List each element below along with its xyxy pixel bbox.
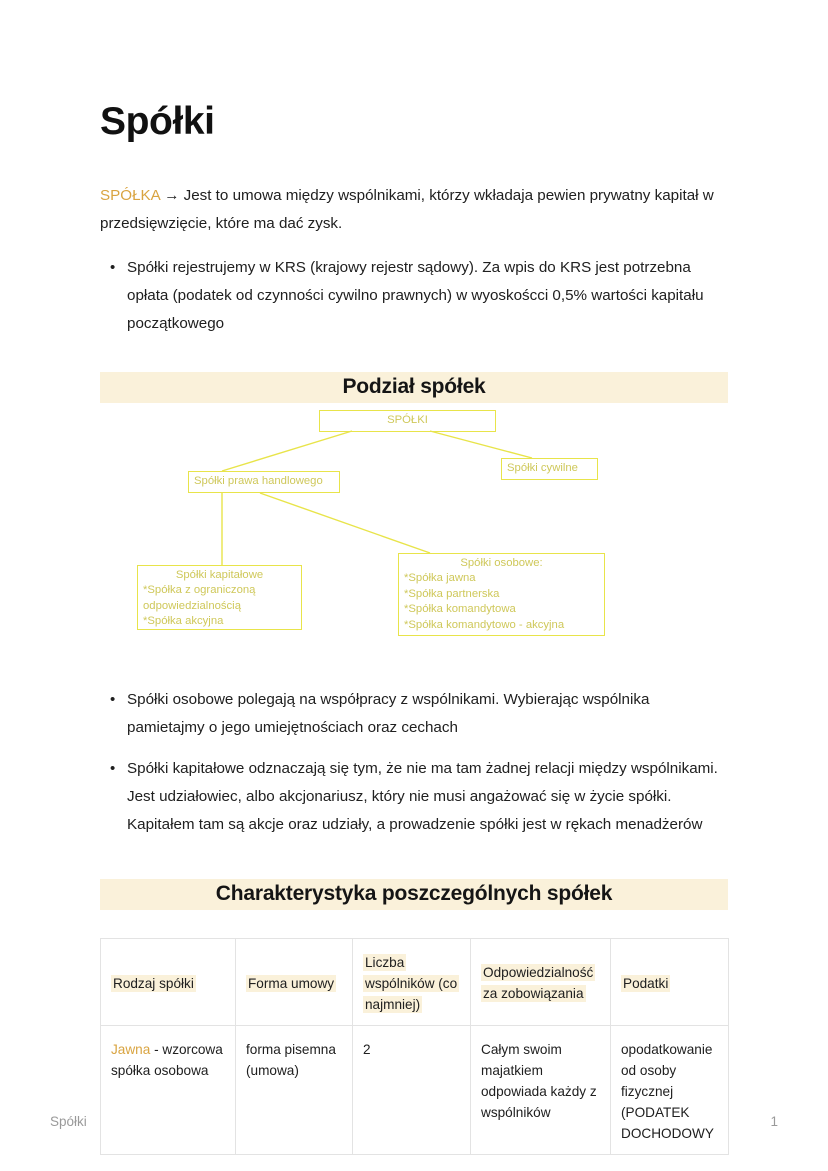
diagram-node-personal-item: *Spółka partnerska xyxy=(404,587,500,600)
table-row xyxy=(101,1025,729,1154)
section-banner-charakterystyka xyxy=(100,879,728,910)
intro-term: SPÓŁKA xyxy=(100,186,160,204)
table-header-label: Liczba wspólników (co najmniej) xyxy=(365,954,458,1012)
section-banner-label: Podział spółek xyxy=(342,375,486,399)
diagram-node-capital xyxy=(137,565,302,630)
table-cell-odpowiedzialnosc: Całym swoim majatkiem odpowiada każdy z wspólników xyxy=(471,1025,611,1154)
page-title: Spółki xyxy=(100,100,215,143)
diagram-node-personal-header: Spółki osobowe: xyxy=(460,556,543,569)
diagram-node-capital-header: Spółki kapitałowe xyxy=(175,568,264,581)
table-header-label: Forma umowy xyxy=(248,975,335,991)
page-footer xyxy=(0,1108,828,1134)
bullet-list-mid xyxy=(100,686,728,839)
table-header-label: Podatki xyxy=(623,975,669,991)
table-header-cell xyxy=(611,938,729,1025)
table-header-cell xyxy=(236,938,353,1025)
spacer xyxy=(100,910,728,938)
arrow-icon: → xyxy=(164,186,180,204)
bullet-list-top xyxy=(100,254,728,338)
intro-text: Jest to umowa między wspólnikami, którzy wkładaja pewien prywatny kapitał w przedsięwzięcie, które ma dać zysk. xyxy=(100,186,714,232)
table-cell-forma: forma pisemna (umowa) xyxy=(236,1025,353,1154)
diagram-node-root xyxy=(319,410,496,432)
table-header-cell xyxy=(471,938,611,1025)
footer-document-name: Spółki xyxy=(50,1113,87,1129)
diagram-node-personal-item: *Spółka komandytowa xyxy=(404,603,516,616)
diagram-node-capital-item: odpowiedzialnością xyxy=(143,599,241,612)
spacer xyxy=(100,338,728,372)
table-header-cell xyxy=(353,938,471,1025)
table-cell-rodzaj xyxy=(101,1025,236,1154)
table-header-row xyxy=(101,938,729,1025)
list-item: • Spółki osobowe polegają na współpracy z wspólnikami. Wybierając wspólnika pamietajmy o jego umiejętnościach oraz cechach xyxy=(127,686,728,742)
diagram-node-personal-item: *Spółka jawna xyxy=(404,572,476,585)
diagram-node-civil-label: Spółki cywilne xyxy=(507,461,578,474)
table-header-label: Rodzaj spółki xyxy=(113,975,194,991)
diagram-podzial-spolek xyxy=(100,403,728,653)
diagram-node-commercial xyxy=(188,471,340,493)
table-header-label: Odpowiedzialność za zobowiązania xyxy=(483,965,594,1002)
footer-page-number: 1 xyxy=(770,1113,778,1129)
diagram-node-personal-item: *Spółka komandytowo - akcyjna xyxy=(404,618,565,631)
section-banner-label: Charakterystyka poszczególnych spółek xyxy=(215,882,613,906)
diagram-node-commercial-label: Spółki prawa handlowego xyxy=(194,474,323,487)
spacer xyxy=(100,839,728,879)
page-content xyxy=(100,0,728,1155)
list-item: • Spółki kapitałowe odznaczają się tym, że nie ma tam żadnej relacji między wspólnikami. Jest udziałowiec, albo akcjonariusz, który nie musi angażować się w życie spółki. Kapitałem tam są akcje oraz udziały, a prowadzenie spółki jest w rękach menadżerów xyxy=(127,755,728,839)
table-cell-liczba: 2 xyxy=(353,1025,471,1154)
table-cell-podatki: opodatkowanie od osoby fizycznej (PODATEK DOCHODOWY xyxy=(611,1025,729,1154)
diagram-node-capital-item: *Spółka z ograniczoną xyxy=(143,584,256,597)
diagram-node-root-label: SPÓŁKI xyxy=(387,413,428,426)
spacer xyxy=(100,653,728,673)
intro-paragraph xyxy=(100,144,728,238)
list-item: • Spółki rejestrujemy w KRS (krajowy rejestr sądowy). Za wpis do KRS jest potrzebna opłata (podatek od czynności cywilno prawnych) w wyoskoścci 0,5% wartości kapitału początkowego xyxy=(127,254,728,338)
diagram-node-civil xyxy=(501,458,598,480)
table-header-cell xyxy=(101,938,236,1025)
table-cell-term-rest: - wzorcowa spółka osobowa xyxy=(111,1041,223,1078)
diagram-node-personal xyxy=(398,553,605,636)
section-banner-podzial xyxy=(100,372,728,403)
diagram-node-capital-item: *Spółka akcyjna xyxy=(143,615,224,628)
table-cell-term: Jawna xyxy=(111,1041,151,1057)
